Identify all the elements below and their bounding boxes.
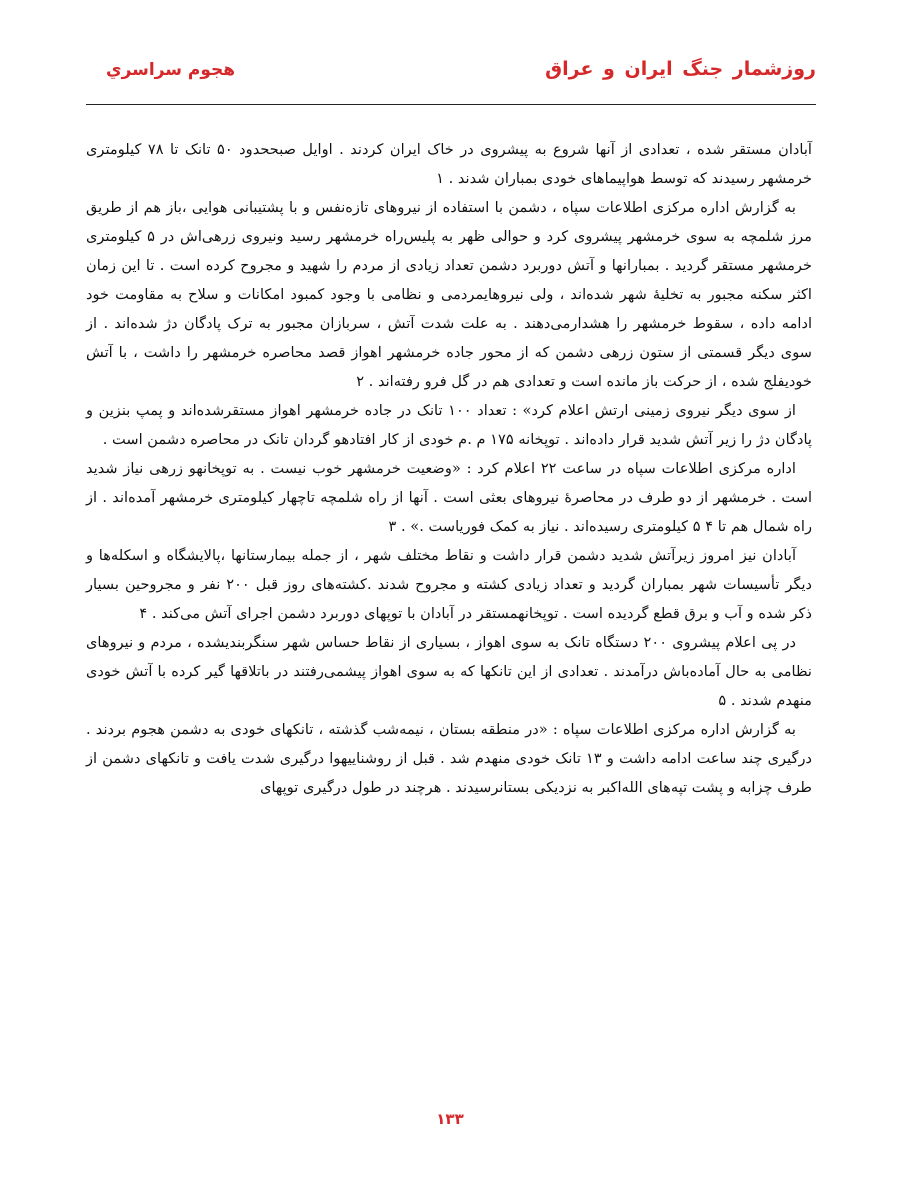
paragraph: آبادان نیز امروز زیرآتش شدید دشمن قرار داشت و نقاط مختلف شهر ، از جمله بیمارستانها ،پالایشگاه و اسکله‌ها و دیگر تأسیسات شهر بمباران گردید و تعداد زیادی کشته و مجروح شدند .کشته‌های روز قبل ۲۰۰ نفر و مجروحین بسیار ذکر شده و آب و برق قطع گردیده است . توپخانهمستقر در آبادان با توپهای دوربرد دشمن اجرای آتش می‌کند . ۴ bbox=[86, 547, 813, 622]
paragraph: اداره مرکزی اطلاعات سپاه در ساعت ۲۲ اعلام کرد : «وضعیت خرمشهر خوب نیست . به توپخانهو زرهی نیاز شدید است . خرمشهر از دو طرف در محاصرهٔ نیروهای بعثی است . آنها از راه شلمچه تاچهار کیلومتری خرمشهر آمده‌اند . از راه شمال هم تا ۴ ۵ کیلومتری رسیده‌اند . نیاز به کمک فوریاست .» . ۳ bbox=[86, 460, 812, 535]
section-title: هجوم سراسري bbox=[106, 60, 236, 80]
book-title: روزشمار جنگ ایران و عراق bbox=[545, 58, 816, 80]
paragraph: در پی اعلام پیشروی ۲۰۰ دستگاه تانک به سوی اهواز ، بسیاری از نقاط حساس شهر سنگربندیشده ، مردم و نیروهای نظامی به حال آماده‌باش درآمدند . تعدادی از این تانکها که به سوی اهواز پیشمی‌رفتند در باتلاقها گیر کرده با آتش خودی منهدم شدند . ۵ bbox=[86, 634, 812, 709]
page-number: ۱۳۳ bbox=[436, 1110, 464, 1128]
paragraph: به گزارش اداره مرکزی اطلاعات سپاه : «در منطقه بستان ، نیمه‌شب گذشته ، تانکهای خودی به دشمن هجوم بردند . درگیری چند ساعت ادامه داشت و ۱۳ تانک خودی منهدم شد . قبل از روشناییهوا درگیری شدت یافت و تانکهای دشمن از طرف چزابه و پشت تپه‌های الله‌اکبر به نزدیکی بستانرسیدند . هرچند در طول درگیری توپهای bbox=[86, 721, 812, 796]
page-header bbox=[86, 0, 816, 105]
paragraph: از سوی دیگر نیروی زمینی ارتش اعلام کرد» : تعداد ۱۰۰ تانک در جاده خرمشهر اهواز مستقرشده‌اند و پمپ بنزین و پادگان دژ را زیر آتش شدید قرار داده‌اند . توپخانه ۱۷۵ م .م خودی از کار افتادهو گردان تانک در محاصره دشمن است . bbox=[86, 402, 812, 448]
body-text bbox=[86, 135, 812, 802]
paragraph: به گزارش اداره مرکزی اطلاعات سپاه ، دشمن با استفاده از نیروهای تازه‌نفس و با پشتیبانی هوایی ،باز هم از طریق مرز شلمچه به سوی خرمشهر پیشروی کرد و حوالی ظهر به پلیس‌راه خرمشهر رسید ونیروی زرهی‌اش در ۵ کیلومتری خرمشهر مستقر گردید . بمبارانها و آتش دوربرد دشمن تعداد زیادی از مردم را شهید و مجروح کرده است . تا این زمان اکثر سکنه مجبور به تخلیهٔ شهر شده‌اند ، ولی نیروهایمردمی و نظامی با وجود کمبود امکانات و سلاح به مقاومت خود ادامه داده ، سقوط خرمشهر را هشدارمی‌دهند . به علت شدت آتش ، سربازان مجبور به ترک پادگان دژ شده‌اند . از سوی دیگر قسمتی از ستون زرهی دشمن که از محور جاده خرمشهر اهواز قصد محاصره خرمشهر را داشت ، با آتش خودیفلج شده ، از حرکت باز مانده است و تعدادی هم در گل فرو رفته‌اند . ۲ bbox=[86, 199, 812, 390]
paragraph: آبادان مستقر شده ، تعدادی از آنها شروع به پیشروی در خاک ایران کردند . اوایل صبححدود ۵۰ تانک تا ۷۸ کیلومتری خرمشهر رسیدند که توسط هواپیماهای خودی بمباران شدند . ۱ bbox=[86, 141, 812, 187]
